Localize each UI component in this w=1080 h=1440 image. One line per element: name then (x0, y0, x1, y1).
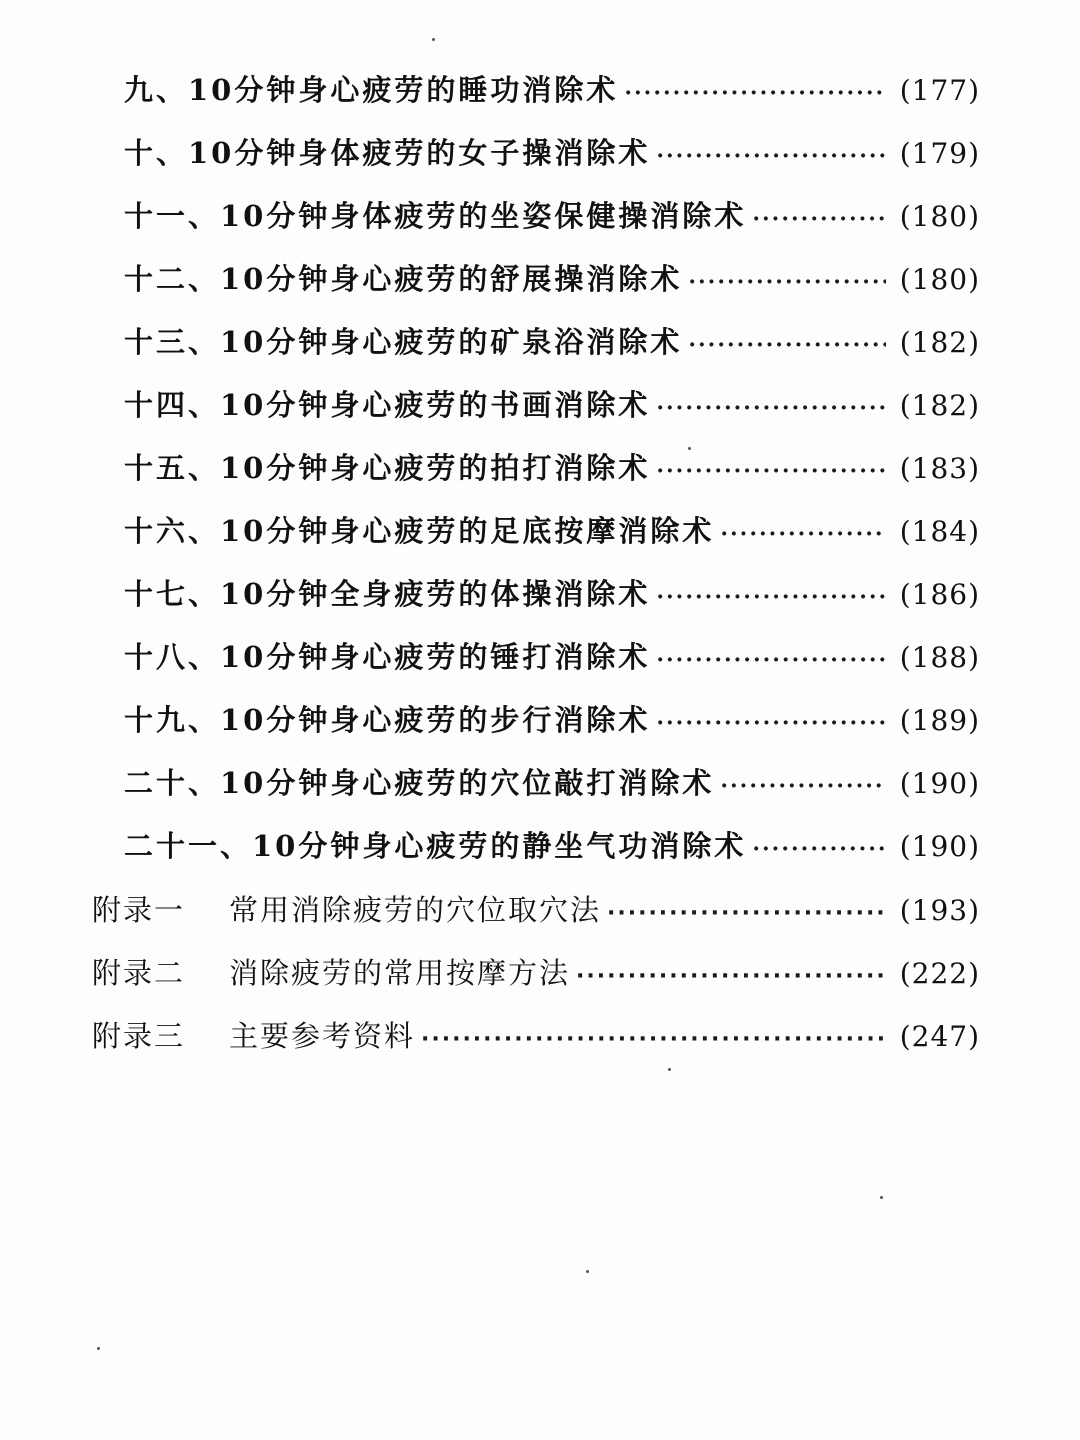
toc-entry-page: (190) (899, 830, 980, 863)
appendix-page: (222) (899, 957, 980, 990)
appendix-title: 消除疲劳的常用按摩方法 (229, 956, 571, 990)
toc-entry (124, 314, 980, 370)
toc-entry-page: (183) (899, 452, 980, 485)
toc-entry-page: (177) (899, 74, 980, 107)
scan-speck (586, 1270, 589, 1273)
toc-entry-page: (182) (899, 389, 980, 422)
toc-entry (124, 377, 980, 433)
appendix-label: 附录三 (92, 1019, 186, 1053)
dot-leader (720, 758, 886, 814)
scan-speck (432, 38, 435, 41)
appendix-label: 附录一 (92, 893, 186, 927)
appendix-title: 主要参考资料 (229, 1019, 416, 1053)
toc-entry-title: 十八、10分钟身心疲劳的锤打消除术 (124, 640, 651, 674)
appendix-entry (92, 1008, 980, 1064)
scan-speck (668, 1068, 671, 1071)
toc-entry (124, 629, 980, 685)
toc-entry-title: 二十、10分钟身心疲劳的穴位敲打消除术 (124, 766, 715, 800)
dot-leader (752, 821, 886, 877)
dot-leader (576, 949, 886, 1005)
toc-entry-title: 十二、10分钟身心疲劳的舒展操消除术 (124, 262, 683, 296)
toc-entry (124, 125, 980, 181)
toc-entry-title: 十、10分钟身体疲劳的女子操消除术 (124, 136, 651, 170)
dot-leader (688, 254, 886, 310)
appendix-entry (92, 945, 980, 1001)
toc-entry (124, 755, 980, 811)
toc-entry (124, 818, 980, 874)
toc-entry-page: (180) (899, 200, 980, 233)
dot-leader (656, 632, 886, 688)
toc-entry (124, 692, 980, 748)
toc-entry-title: 十三、10分钟身心疲劳的矿泉浴消除术 (124, 325, 683, 359)
dot-leader (656, 380, 886, 436)
toc-entry (124, 188, 980, 244)
dot-leader (688, 317, 886, 373)
scan-speck (688, 447, 691, 450)
toc-entry-title: 十四、10分钟身心疲劳的书画消除术 (124, 388, 651, 422)
toc-entry (124, 503, 980, 559)
toc-entry-title: 十六、10分钟身心疲劳的足底按摩消除术 (124, 514, 715, 548)
dot-leader (624, 65, 886, 121)
scan-speck (880, 1196, 883, 1199)
dot-leader (607, 886, 886, 942)
toc-entry (124, 440, 980, 496)
dot-leader (720, 506, 886, 562)
appendix-label: 附录二 (92, 956, 186, 990)
dot-leader (656, 443, 886, 499)
toc-entry-page: (188) (899, 641, 980, 674)
toc-entry-title: 十九、10分钟身心疲劳的步行消除术 (124, 703, 651, 737)
toc-entry-page: (179) (899, 137, 980, 170)
toc-entry-title: 二十一、10分钟身心疲劳的静坐气功消除术 (124, 829, 747, 863)
dot-leader (421, 1012, 886, 1068)
toc-entry-title: 十五、10分钟身心疲劳的拍打消除术 (124, 451, 651, 485)
toc-entry-title: 九、10分钟身心疲劳的睡功消除术 (124, 73, 619, 107)
appendix-entry (92, 882, 980, 938)
toc-entry-page: (182) (899, 326, 980, 359)
toc-entry-page: (186) (899, 578, 980, 611)
toc-entry (124, 566, 980, 622)
toc-entry-page: (189) (899, 704, 980, 737)
toc-entry-page: (180) (899, 263, 980, 296)
toc-entry-page: (184) (899, 515, 980, 548)
dot-leader (656, 695, 886, 751)
appendix-page: (193) (899, 894, 980, 927)
dot-leader (656, 128, 886, 184)
dot-leader (752, 191, 886, 247)
toc-entry (124, 251, 980, 307)
appendix-page: (247) (899, 1020, 980, 1053)
toc-entry (124, 62, 980, 118)
toc-entry-page: (190) (899, 767, 980, 800)
dot-leader (656, 569, 886, 625)
appendix-title: 常用消除疲劳的穴位取穴法 (229, 893, 602, 927)
toc-entry-title: 十七、10分钟全身疲劳的体操消除术 (124, 577, 651, 611)
toc-entry-title: 十一、10分钟身体疲劳的坐姿保健操消除术 (124, 199, 747, 233)
scan-speck (97, 1347, 100, 1350)
